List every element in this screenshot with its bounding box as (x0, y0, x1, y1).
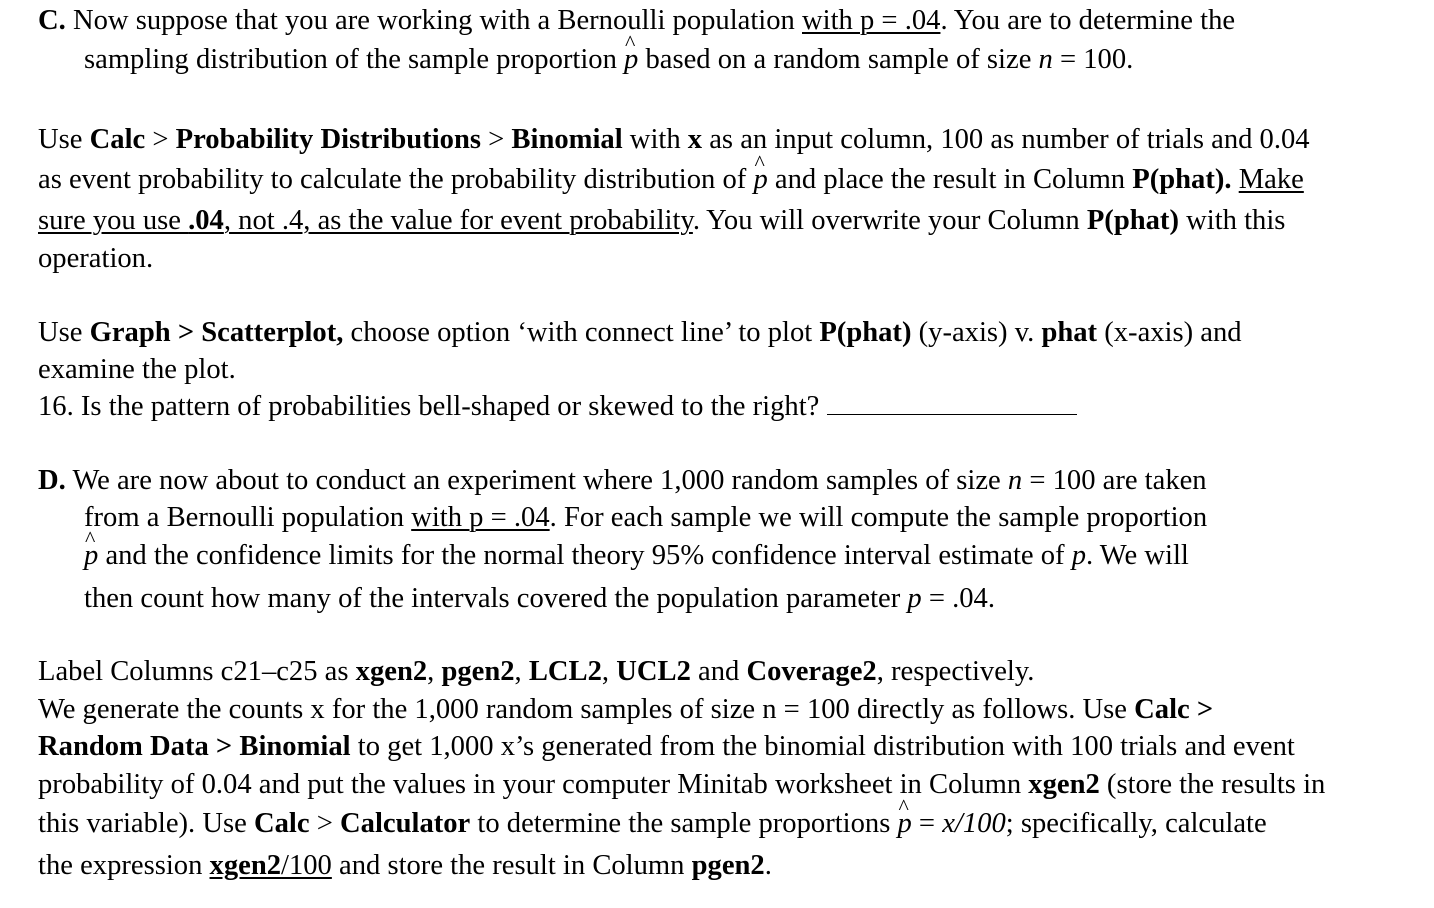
calc-para-line-3: sure you use .04, not .4, as the value for event probability. You will overwrite your Column P(phat) with this (38, 205, 1286, 236)
section-c-line-2: sampling distribution of the sample proportion p ^ based on a random sample of size n = 100. (84, 46, 1133, 75)
section-c-label: C. (38, 5, 66, 36)
label-para-line-1: Label Columns c21–c25 as xgen2, pgen2, LCL2, UCL2 and Coverage2, respectively. (38, 656, 1035, 687)
section-d-line-1: D. We are now about to conduct an experiment where 1,000 random samples of size n = 100 are taken (38, 465, 1207, 496)
calc-para-line-4: operation. (38, 243, 154, 274)
p-hat-symbol: p ^ (84, 542, 98, 571)
expression-underline: xgen2/100 (209, 850, 332, 881)
label-para-line-2: We generate the counts x for the 1,000 random samples of size n = 100 directly as follows. Use Calc > (38, 694, 1214, 725)
section-c-line-1: C. Now suppose that you are working with a Bernoulli population with p = .04. You are to determine the (38, 5, 1236, 36)
section-d-line-4: then count how many of the intervals covered the population parameter p = .04. (84, 583, 996, 614)
section-d-line-2: from a Bernoulli population with p = .04. For each sample we will compute the sample proportion (84, 502, 1208, 533)
section-d-line-3: p ^ and the confidence limits for the normal theory 95% confidence interval estimate of p. We will (84, 542, 1189, 571)
emphasis-underline: sure you use .04, not .4, as the value for event probability (38, 205, 693, 236)
calc-para-line-2: as event probability to calculate the probability distribution of p ^ and place the result in Column P(phat). Make (38, 166, 1304, 195)
graph-para-line-1: Use Graph > Scatterplot, choose option ‘with connect line’ to plot P(phat) (y-axis) v. phat (x-axis) and (38, 317, 1242, 348)
graph-para-line-2: examine the plot. (38, 354, 236, 385)
p-hat-symbol: p ^ (897, 810, 911, 839)
p-hat-symbol: p ^ (624, 46, 638, 75)
p-hat-symbol: p ^ (753, 166, 767, 195)
section-d-label: D. (38, 465, 66, 496)
label-para-line-3: Random Data > Binomial to get 1,000 x’s generated from the binomial distribution with 100 trials and event (38, 731, 1295, 762)
label-para-line-6: the expression xgen2/100 and store the result in Column pgen2. (38, 850, 772, 881)
label-para-line-4: probability of 0.04 and put the values in your computer Minitab worksheet in Column xgen2 (store the results in (38, 769, 1326, 800)
label-para-line-5: this variable). Use Calc > Calculator to determine the sample proportions p ^ = x/100; specifically, calculate (38, 810, 1267, 839)
question-16: 16. Is the pattern of probabilities bell-shaped or skewed to the right? (38, 393, 1077, 422)
answer-blank-16[interactable] (827, 413, 1077, 415)
underlined-p-value: with p = .04 (802, 5, 941, 36)
calc-para-line-1: Use Calc > Probability Distributions > Binomial with x as an input column, 100 as number of trials and 0.04 (38, 124, 1310, 155)
